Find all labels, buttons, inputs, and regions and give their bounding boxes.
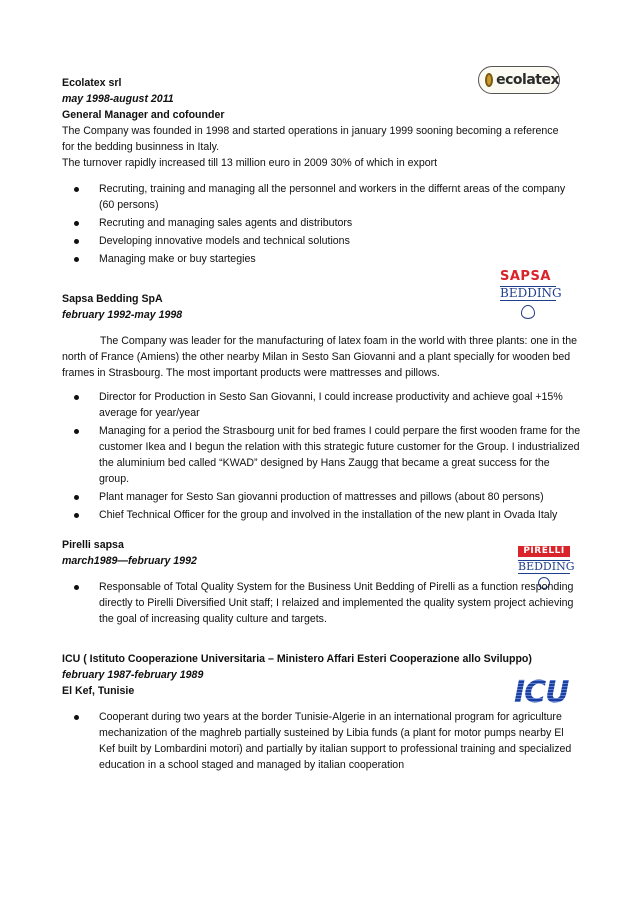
- job-role: General Manager and cofounder: [62, 109, 225, 121]
- bullet-text: Cooperant during two years at the border Tunisie-Algerie in an international program for agriculture mechanization of the maghreb partially susteined by Libia funds (a plant for motor pumps nearby El Kef built by Lombardini motori) and partially by italian support to professional training and specialized education in a school staged and managed by italian cooperation: [99, 711, 572, 771]
- description-line: The turnover rapidly increased till 13 million euro in 2009 30% of which in export: [62, 157, 438, 169]
- bullet-icon: [74, 239, 79, 244]
- section-icu: [62, 651, 582, 773]
- bullet-text: Developing innovative models and technical solutions: [99, 235, 350, 247]
- bullet-item: [62, 507, 582, 523]
- employment-period: february 1992-may 1998: [62, 309, 183, 321]
- bullet-text: Responsable of Total Quality System for the Business Unit Bedding of Pirelli as a function responding directly to Pirelli Diversified Unit staff; I relaized and implemented the quality system project achieving the goal of increasing quality culture and targets.: [99, 581, 574, 625]
- icu-logo-text: ICU: [514, 676, 574, 710]
- bullet-icon: [74, 429, 79, 434]
- bullet-list: [62, 709, 582, 773]
- sapsa-logo-top: SAPSA: [500, 269, 551, 284]
- bullet-item: [62, 233, 582, 249]
- section-sapsa: [62, 291, 582, 523]
- bullet-item: [62, 215, 582, 231]
- company-name: Ecolatex srl: [62, 77, 122, 89]
- bullet-list: [62, 389, 582, 523]
- bullet-icon: [74, 187, 79, 192]
- location: El Kef, Tunisie: [62, 685, 135, 697]
- sapsa-logo-bottom: BEDDING: [500, 286, 562, 300]
- section-ecolatex: [62, 75, 582, 267]
- bullet-text: Managing for a period the Strasbourg unit for bed frames I could perpare the first wooden frame for the customer Ikea and I begun the relation with this strategic future customer for the Group. I industrialized the aluminium bed called “KWAD” designed by Hans Zaugg that became a great success for the group.: [99, 425, 581, 485]
- bullet-text: Recruting and managing sales agents and distributors: [99, 217, 353, 229]
- ecolatex-logo-text: ecolatex: [496, 72, 559, 88]
- pirelli-logo-top: PIRELLI: [518, 546, 570, 557]
- bullet-icon: [74, 513, 79, 518]
- description-paragraph: The Company was leader for the manufacturing of latex foam in the world with three plants: one in the north of France (Amiens) the other nearby Milan in Sesto San Giovanni and a plant specially for wooden bed frames in Strasbourg. The most important products were mattresses and pillows.: [62, 335, 577, 379]
- bullet-item: [62, 579, 582, 627]
- bullet-text: Recruting, training and managing all the personnel and workers in the differnt areas of the company (60 persons): [99, 183, 566, 211]
- company-name: Pirelli sapsa: [62, 539, 124, 551]
- bullet-text: Director for Production in Sesto San Giovanni, I could increase productivity and achieve goal +15% average for year/year: [99, 391, 563, 419]
- bullet-icon: [74, 585, 79, 590]
- bullet-item: [62, 489, 582, 505]
- bullet-icon: [74, 495, 79, 500]
- section-pirelli: [62, 537, 582, 627]
- bullet-item: [62, 709, 582, 773]
- bullet-text: Chief Technical Officer for the group and involved in the installation of the new plant in Ovada Italy: [99, 509, 558, 521]
- bullet-text: Plant manager for Sesto San giovanni production of mattresses and pillows (about 80 persons): [99, 491, 544, 503]
- description-line: The Company was founded in 1998 and started operations in january 1999 sooning becoming a reference: [62, 125, 559, 137]
- bullet-item: [62, 251, 582, 267]
- employment-period: march1989—february 1992: [62, 555, 197, 567]
- employment-period: may 1998-august 2011: [62, 93, 174, 105]
- bullet-icon: [74, 715, 79, 720]
- pirelli-logo-bottom: BEDDING: [518, 560, 575, 573]
- bullet-list: [62, 579, 582, 627]
- bullet-icon: [74, 257, 79, 262]
- bullet-list: [62, 181, 582, 267]
- bullet-icon: [74, 395, 79, 400]
- bullet-text: Managing make or buy startegies: [99, 253, 256, 265]
- description-line: for the bedding businness in Italy.: [62, 141, 220, 153]
- employment-period: february 1987-february 1989: [62, 669, 204, 681]
- bullet-item: [62, 423, 582, 487]
- bullet-icon: [74, 221, 79, 226]
- bullet-item: [62, 389, 582, 421]
- bullet-item: [62, 181, 582, 213]
- company-name: ICU ( Istituto Cooperazione Universitaria – Ministero Affari Esteri Cooperazione allo Sviluppo): [62, 653, 532, 665]
- company-name: Sapsa Bedding SpA: [62, 293, 163, 305]
